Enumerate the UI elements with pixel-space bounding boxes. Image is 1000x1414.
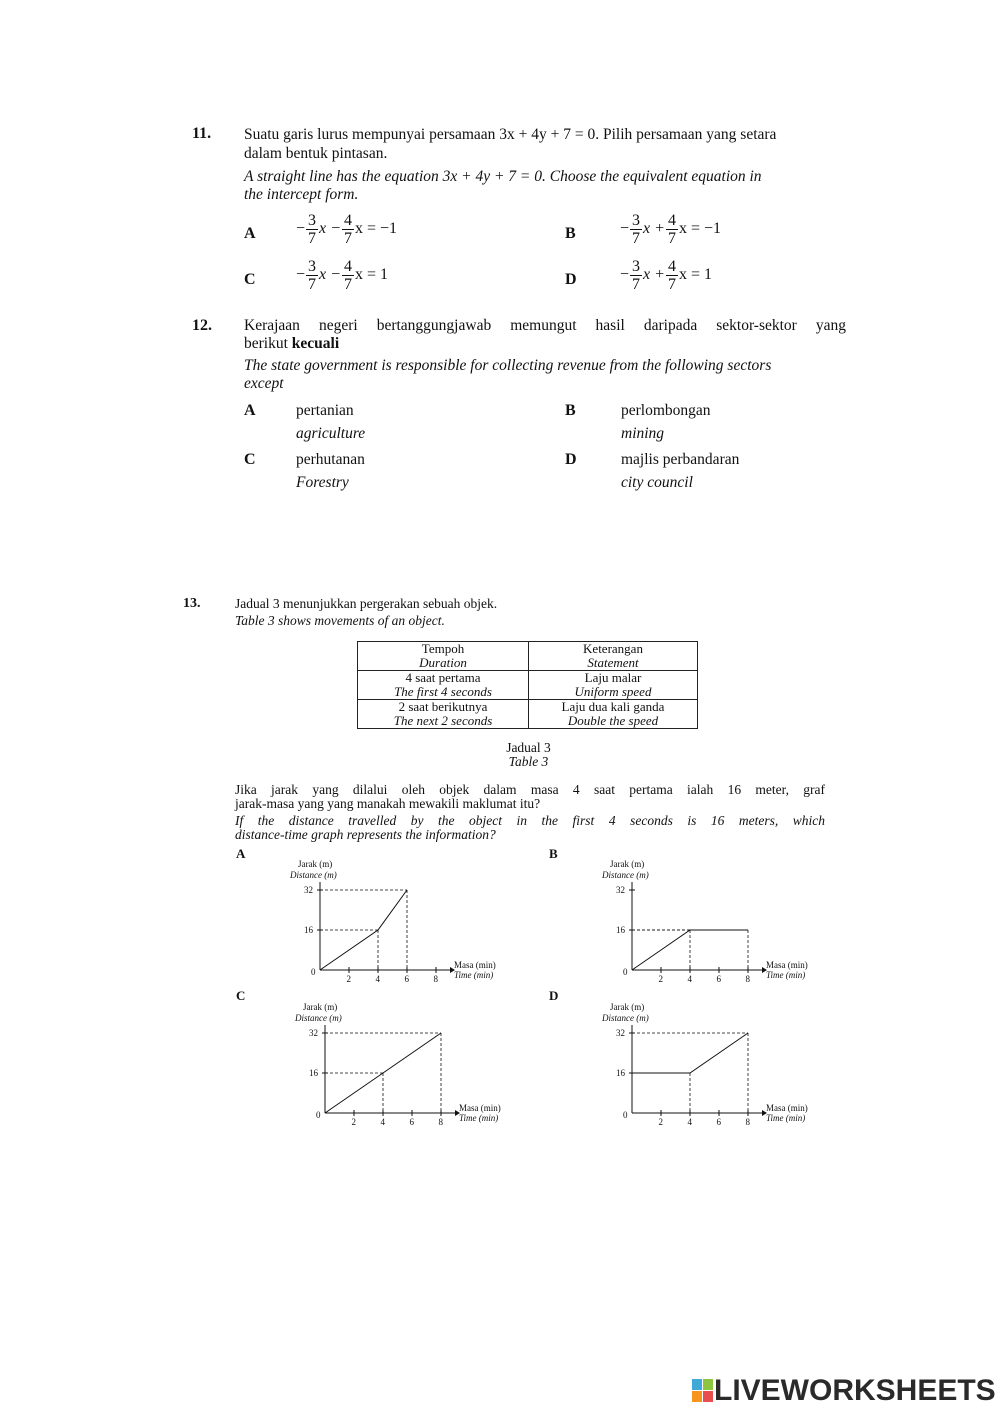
q11-option-b-equation[interactable] xyxy=(620,212,721,247)
y-tick-label: 16 xyxy=(616,1068,625,1078)
x-tick-label: 6 xyxy=(716,974,721,984)
liveworksheets-logo-text: LIVEWORKSHEETS xyxy=(714,1374,996,1407)
table-caption-ms: Jadual 3 xyxy=(506,740,551,755)
q13-option-b-letter[interactable]: B xyxy=(549,846,558,861)
q11-c-tail: x = 1 xyxy=(354,266,388,284)
q11-a-den2: 7 xyxy=(343,230,352,247)
q11-en-line1: A straight line has the equation 3x + 4y + 7 = 0. Choose the equivalent equation in xyxy=(244,168,762,185)
q12-option-c-letter[interactable]: C xyxy=(244,451,256,468)
y-tick-label: 32 xyxy=(616,885,625,895)
q11-d-frac2 xyxy=(666,258,678,293)
cell-en: The next 2 seconds xyxy=(393,713,493,728)
header-duration: Duration xyxy=(419,655,467,670)
q11-a-frac1 xyxy=(306,212,318,247)
q11-d-minus: − xyxy=(620,266,630,284)
q12-option-b-ms[interactable]: perlombongan xyxy=(621,402,711,419)
x-tick-label: 2 xyxy=(658,1117,663,1127)
q11-b-den2: 7 xyxy=(667,230,676,247)
q11-c-den1: 7 xyxy=(308,276,317,293)
table-header-duration xyxy=(358,642,529,671)
x-axis-label-en: Time (min) xyxy=(459,1113,499,1123)
q12-kecuali: kecuali xyxy=(291,335,340,352)
q11-option-c-letter[interactable]: C xyxy=(244,271,256,288)
cell-ms: 2 saat berikutnya xyxy=(398,699,488,714)
table-cell xyxy=(358,671,529,700)
q11-a-tail: x = −1 xyxy=(354,220,397,238)
q11-b-num1: 3 xyxy=(632,212,641,229)
q11-option-d-letter[interactable]: D xyxy=(565,271,577,288)
q12-ms-line1: Kerajaan negeri bertanggungjawab memungut hasil daripada sektor-sektor yang xyxy=(244,317,846,334)
q11-c-mid: x − xyxy=(319,266,341,284)
q11-d-num2: 4 xyxy=(667,258,676,275)
q12-option-a-en: agriculture xyxy=(296,425,366,442)
x-tick-label: 8 xyxy=(433,974,438,984)
q11-c-frac2 xyxy=(342,258,354,293)
q11-number: 11. xyxy=(192,125,212,142)
x-tick-label: 4 xyxy=(380,1117,385,1127)
q11-d-tail: x = 1 xyxy=(678,266,712,284)
q12-option-d-letter[interactable]: D xyxy=(565,451,577,468)
x-tick-label: 2 xyxy=(658,974,663,984)
q11-option-b-letter[interactable]: B xyxy=(565,225,576,242)
q11-ms-line2: dalam bentuk pintasan. xyxy=(244,145,388,162)
q11-b-num2: 4 xyxy=(667,212,676,229)
q11-c-num2: 4 xyxy=(343,258,352,275)
y-tick-label: 16 xyxy=(616,925,625,935)
q11-option-a-letter[interactable]: A xyxy=(244,225,256,242)
y-tick-label: 32 xyxy=(616,1028,625,1038)
x-axis-label-ms: Masa (min) xyxy=(459,1103,501,1113)
q11-d-num1: 3 xyxy=(632,258,641,275)
q12-option-b-en: mining xyxy=(621,425,665,442)
y-axis-label-en: Distance (m) xyxy=(295,1013,342,1023)
origin-label: 0 xyxy=(316,1110,321,1120)
q11-c-frac1 xyxy=(306,258,318,293)
q12-option-b-letter[interactable]: B xyxy=(565,402,576,419)
cell-en: The first 4 seconds xyxy=(394,684,492,699)
x-tick-label: 4 xyxy=(687,1117,692,1127)
q13-option-c-letter[interactable]: C xyxy=(236,988,246,1003)
q11-a-den1: 7 xyxy=(308,230,317,247)
q11-d-mid: x + xyxy=(643,266,665,284)
table-cell xyxy=(529,671,698,700)
q11-b-den1: 7 xyxy=(632,230,641,247)
q12-option-d-en: city council xyxy=(621,474,693,491)
y-tick-label: 32 xyxy=(309,1028,318,1038)
x-tick-label: 6 xyxy=(716,1117,721,1127)
cell-ms: Laju dua kali ganda xyxy=(561,699,665,714)
q13-graph-d[interactable] xyxy=(592,998,832,1128)
y-axis-label-ms: Jarak (m) xyxy=(610,859,645,869)
table-header-statement xyxy=(529,642,698,671)
x-tick-label: 6 xyxy=(409,1117,414,1127)
x-tick-label: 8 xyxy=(745,974,750,984)
q12-option-c-en: Forestry xyxy=(296,474,349,491)
q12-option-c-ms[interactable]: perhutanan xyxy=(296,451,365,468)
x-axis-label-ms: Masa (min) xyxy=(454,960,496,970)
q13-en-question-line2: distance-time graph represents the information? xyxy=(235,827,496,842)
q11-a-mid: x − xyxy=(319,220,341,238)
header-statement: Statement xyxy=(587,655,639,670)
q11-a-minus: − xyxy=(296,220,306,238)
q13-ms-question-line2: jarak-masa yang yang manakah mewakili maklumat itu? xyxy=(235,796,541,811)
q13-number: 13. xyxy=(183,596,201,611)
x-tick-label: 4 xyxy=(375,974,380,984)
q11-d-frac1 xyxy=(630,258,642,293)
q12-ms-line2-text: berikut xyxy=(244,335,292,352)
q13-en-intro: Table 3 shows movements of an object. xyxy=(235,613,445,628)
table-row xyxy=(358,700,698,729)
q11-a-num1: 3 xyxy=(308,212,317,229)
q13-en-question-line1: If the distance travelled by the object in the first 4 seconds is 16 meters, which xyxy=(235,813,825,828)
q13-option-d-letter[interactable]: D xyxy=(549,988,559,1003)
q11-b-mid: x + xyxy=(643,220,665,238)
q11-b-frac2 xyxy=(666,212,678,247)
liveworksheets-logo-icon xyxy=(692,1379,714,1403)
table-3 xyxy=(357,641,698,729)
q11-d-den1: 7 xyxy=(632,276,641,293)
y-tick-label: 16 xyxy=(304,925,313,935)
q12-ms-line2 xyxy=(244,335,339,353)
cell-en: Uniform speed xyxy=(574,684,652,699)
y-tick-label: 16 xyxy=(309,1068,318,1078)
q13-graph-b[interactable] xyxy=(592,855,832,985)
distance-line xyxy=(320,890,407,970)
y-axis-label-ms: Jarak (m) xyxy=(303,1002,338,1012)
origin-label: 0 xyxy=(623,1110,628,1120)
y-tick-label: 32 xyxy=(304,885,313,895)
y-axis-label-en: Distance (m) xyxy=(602,870,649,880)
q13-option-a-letter[interactable]: A xyxy=(236,846,246,861)
q11-option-c-equation[interactable] xyxy=(296,258,388,293)
origin-label: 0 xyxy=(623,967,628,977)
q12-en-line1: The state government is responsible for collecting revenue from the following sectors xyxy=(244,357,772,374)
q12-option-a-ms[interactable]: pertanian xyxy=(296,402,354,419)
q11-d-den2: 7 xyxy=(667,276,676,293)
q11-c-num1: 3 xyxy=(308,258,317,275)
table-cell xyxy=(529,700,698,729)
q11-b-frac1 xyxy=(630,212,642,247)
x-tick-label: 2 xyxy=(351,1117,356,1127)
q13-ms-intro: Jadual 3 menunjukkan pergerakan sebuah objek. xyxy=(235,596,498,611)
q11-a-num2: 4 xyxy=(343,212,352,229)
q11-a-frac2 xyxy=(342,212,354,247)
origin-label: 0 xyxy=(311,967,316,977)
x-axis-label-ms: Masa (min) xyxy=(766,960,808,970)
y-axis-label-ms: Jarak (m) xyxy=(298,859,333,869)
header-tempoh: Tempoh xyxy=(421,641,465,656)
cell-en: Double the speed xyxy=(567,713,659,728)
x-tick-label: 8 xyxy=(745,1117,750,1127)
table-header-row xyxy=(358,642,698,671)
liveworksheets-logo xyxy=(692,1374,996,1408)
x-axis-label-en: Time (min) xyxy=(454,970,494,980)
header-keterangan: Keterangan xyxy=(583,641,643,656)
x-tick-label: 6 xyxy=(404,974,409,984)
x-tick-label: 4 xyxy=(687,974,692,984)
q13-graph-a[interactable] xyxy=(280,855,520,985)
q11-ms-line1: Suatu garis lurus mempunyai persamaan 3x + 4y + 7 = 0. Pilih persamaan yang setara xyxy=(244,126,777,143)
distance-line xyxy=(632,1033,748,1073)
x-axis-label-ms: Masa (min) xyxy=(766,1103,808,1113)
q11-b-minus: − xyxy=(620,220,630,238)
q12-option-a-letter[interactable]: A xyxy=(244,402,256,419)
y-axis-label-en: Distance (m) xyxy=(602,1013,649,1023)
x-axis-label-en: Time (min) xyxy=(766,1113,806,1123)
q13-graph-c[interactable] xyxy=(285,998,525,1128)
q11-en-line2: the intercept form. xyxy=(244,186,359,203)
table-caption-en: Table 3 xyxy=(508,754,549,769)
q13-ms-question-line1: Jika jarak yang dilalui oleh objek dalam masa 4 saat pertama ialah 16 meter, graf xyxy=(235,782,825,797)
q12-number: 12. xyxy=(192,317,212,334)
q11-c-minus: − xyxy=(296,266,306,284)
cell-ms: 4 saat pertama xyxy=(405,670,481,685)
table-cell xyxy=(358,700,529,729)
q12-option-d-ms[interactable]: majlis perbandaran xyxy=(621,451,740,468)
cell-ms: Laju malar xyxy=(584,670,642,685)
table-row xyxy=(358,671,698,700)
q12-en-line2: except xyxy=(244,375,284,392)
q11-option-d-equation[interactable] xyxy=(620,258,712,293)
q11-b-tail: x = −1 xyxy=(678,220,721,238)
q11-c-den2: 7 xyxy=(343,276,352,293)
x-axis-label-en: Time (min) xyxy=(766,970,806,980)
q11-option-a-equation[interactable] xyxy=(296,212,397,247)
y-axis-label-en: Distance (m) xyxy=(290,870,337,880)
x-tick-label: 8 xyxy=(438,1117,443,1127)
y-axis-label-ms: Jarak (m) xyxy=(610,1002,645,1012)
x-tick-label: 2 xyxy=(346,974,351,984)
